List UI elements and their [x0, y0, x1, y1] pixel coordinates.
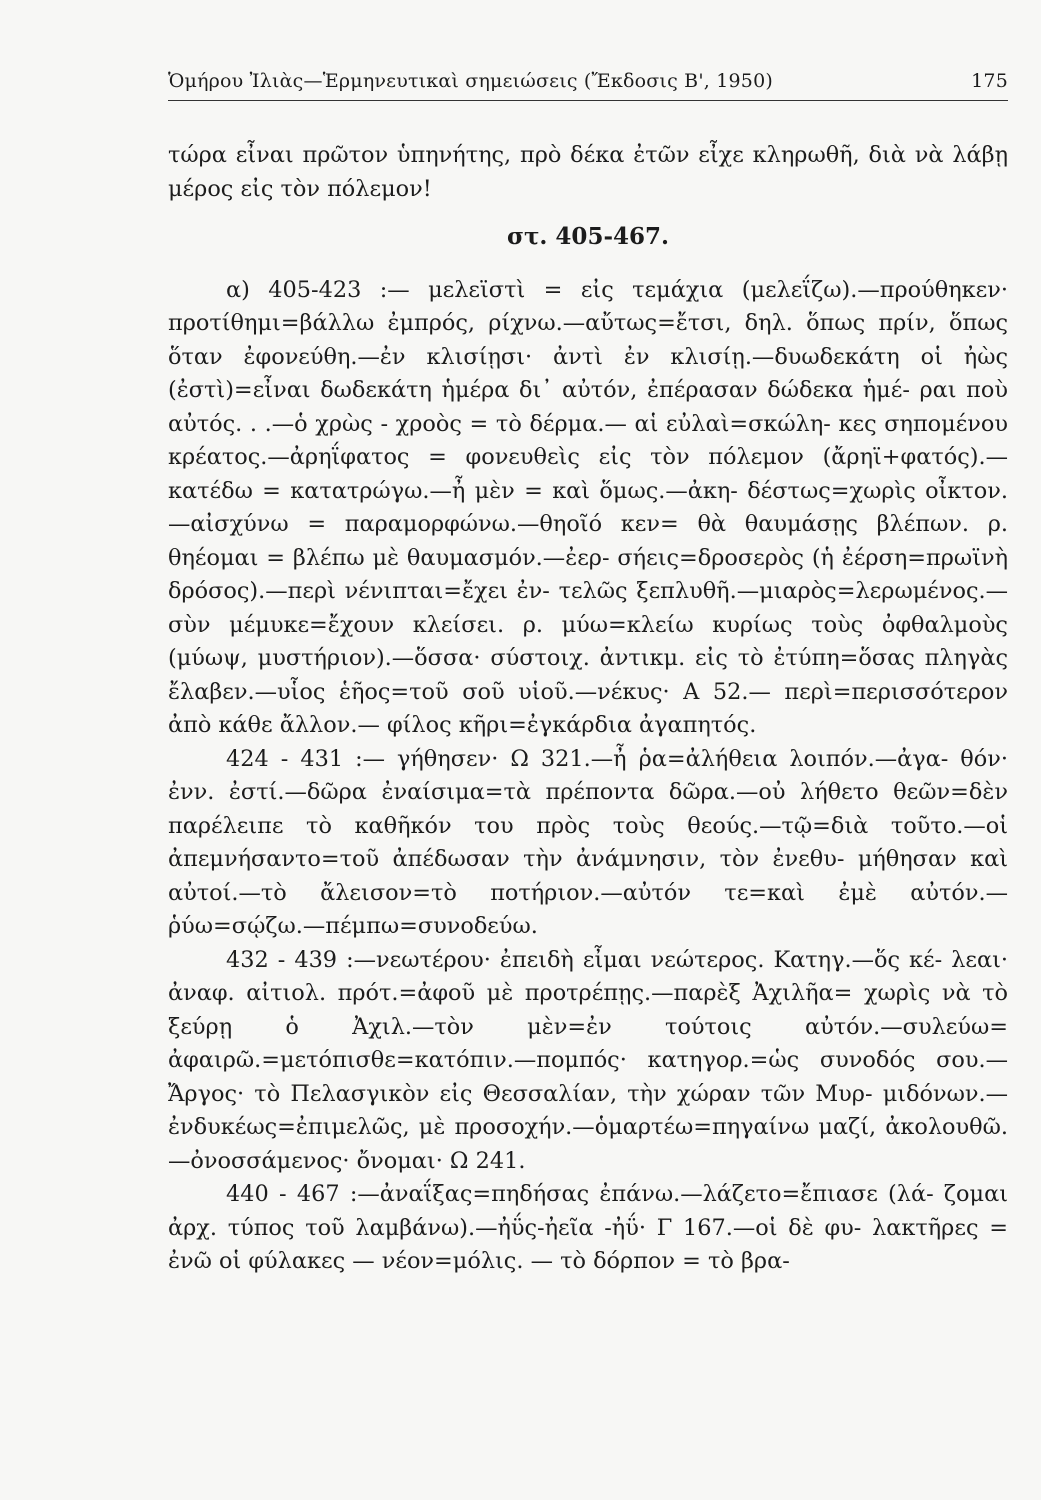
- text-line: κες σηπομένου κρέατος.—ἀρηΐφατος = φονευθεὶς εἰς τὸν πόλεμον: [168, 410, 1008, 470]
- text-line: ραι ποὺ αὐτός. . .—ὁ χρὼς - χροὸς = τὸ δέρμα.— αἱ εὐλαὶ=σκώλη-: [168, 377, 1008, 437]
- commentary-paragraph-a: [168, 274, 1008, 743]
- page-number: 175: [971, 70, 1008, 92]
- text-line: μαζί, ἀκολουθῶ.—ὀνοσσάμενος· ὄνομαι· Ω 241.: [168, 1114, 1008, 1174]
- running-header: [168, 70, 1008, 101]
- text-line: τώρα εἶναι πρῶτον ὑπηνήτης, πρὸ δέκα ἐτῶν εἶχε κληρωθῆ, διὰ νὰ: [168, 142, 953, 168]
- text-line: ρ. μύω=κλείω κυρίως τοὺς ὀφθαλμοὺς (μύωψ, μυστήριον).—ὅσσα·: [168, 611, 1008, 671]
- text-line: λάβῃ μέρος εἰς τὸν πόλεμον!: [168, 142, 1008, 202]
- text-line: τοῦτο.—οἱ ἀπεμνήσαντο=τοῦ ἀπέδωσαν τὴν ἀνάμνησιν, τὸν ἐνεθυ-: [168, 812, 1008, 872]
- text-line: χωρὶς νὰ τὸ ξεύρῃ ὁ Ἀχιλ.—τὸν μὲν=ἐν τούτοις αὐτόν.—συλεύω=: [168, 980, 1008, 1040]
- text-line: (ἄρηϊ+φατός).—κατέδω = κατατρώγω.—ἦ μὲν = καὶ ὅμως.—ἀκη-: [168, 444, 1008, 504]
- commentary-paragraph-440: [168, 1178, 1008, 1279]
- text-line: λεαι· ἀναφ. αἰτιολ. πρότ.=ἀφοῦ μὲ προτρέπῃς.—παρὲξ Ἀχιλῆα=: [168, 946, 1008, 1006]
- text-line: μιδόνων.—ἐνδυκέως=ἐπιμελῶς, μὲ προσοχήν.—ὁμαρτέω=πηγαίνω: [168, 1080, 1008, 1140]
- text-line: δέστως=χωρὶς οἶκτον.—αἰσχύνω = παραμορφώνω.—θηοῖό κεν=: [168, 477, 1008, 537]
- text-line: μήθησαν καὶ αὐτοί.—τὸ ἄλεισον=τὸ ποτήριον.—αὐτόν τε=καὶ: [168, 846, 1008, 906]
- text-line: σήεις=δροσερὸς (ἡ ἐέρση=πρωϊνὴ δρόσος).—περὶ νένιπται=ἔχει ἐν-: [168, 544, 1008, 604]
- text-line: 424 - 431 :— γήθησεν· Ω 321.—ἦ ῥα=ἀλήθεια λοιπόν.—ἀγα-: [226, 745, 961, 772]
- text-line: λακτῆρες = ἐνῶ οἱ φύλακες — νέον=μόλις. — τὸ δόρπον = τὸ βρα-: [168, 1214, 1008, 1274]
- text-line: ζομαι ἀρχ. τύπος τοῦ λαμβάνω).—ἠΰς-ἠεῖα -ἠΰ· Γ 167.—οἱ δὲ φυ-: [168, 1181, 1008, 1241]
- text-line: θόν· ἐνν. ἐστί.—δῶρα ἐναίσιμα=τὰ πρέποντα δῶρα.—οὐ λήθετο: [168, 745, 1008, 805]
- text-line: 432 - 439 :—νεωτέρου· ἐπειδὴ εἶμαι νεώτερος. Κατηγ.—ὅς κέ-: [226, 946, 952, 973]
- text-line: σοῦ υἱοῦ.—νέκυς· Α 52.— περὶ=περισσότερον ἀπὸ κάθε ἄλλον.—: [168, 678, 1008, 738]
- text-line: φίλος κῆρι=ἐγκάρδια ἀγαπητός.: [386, 712, 757, 738]
- header-title: Ὁμήρου Ἰλιὰς—Ἑρμηνευτικαὶ σημειώσεις (Ἔκδοσις Β', 1950): [168, 70, 773, 92]
- section-heading: στ. 405-467.: [506, 223, 670, 250]
- text-line: α) 405-423 :— μελεϊστὶ = εἰς τεμάχια (μελεΐζω).—προύθηκεν·: [226, 276, 1008, 303]
- text-line: τελῶς ξεπλυθῆ.—μιαρὸς=λερωμένος.—σὺν μέμυκε=ἔχουν κλείσει.: [168, 578, 1008, 638]
- intro-paragraph: [168, 139, 1008, 206]
- commentary-paragraph-424: [168, 743, 1008, 944]
- text-line: θὰ θαυμάσῃς βλέπων. ρ. θηέομαι = βλέπω μὲ θαυμασμόν.—ἐερ-: [168, 511, 1008, 571]
- text-line: προτίθημι=βάλλω ἐμπρός, ρίχνω.—αὔτως=ἔτσι, δηλ. ὅπως πρίν,: [168, 310, 949, 336]
- text-line: σύστοιχ. ἀντικμ. εἰς τὸ ἐτύπη=ὅσας πληγὰς ἔλαβεν.—υἷος ἑῆος=τοῦ: [168, 645, 1009, 705]
- text-line: θεῶν=δὲν παρέλειπε τὸ καθῆκόν του πρὸς τοὺς θεούς.—τῷ=διὰ: [168, 779, 1008, 839]
- text-line: 440 - 467 :—ἀναΐξας=πηδήσας ἐπάνω.—λάζετο=ἔπιασε (λά-: [226, 1181, 944, 1207]
- text-line: ἐμὲ αὐτόν.—ῥύω=σῴζω.—πέμπω=συνοδεύω.: [168, 879, 1008, 939]
- page: [168, 70, 1008, 1470]
- commentary-paragraph-432: [168, 944, 1008, 1179]
- text-line: ὅπως ὅταν ἐφονεύθη.—ἐν κλισίῃσι· ἀντὶ ἐν κλισίῃ.—δυωδεκάτη οἱ: [168, 310, 1008, 370]
- text-line: σου.—Ἄργος· τὸ Πελασγικὸν εἰς Θεσσαλίαν, τὴν χώραν τῶν Μυρ-: [168, 1047, 1008, 1107]
- text-line: ἀφαιρῶ.=μετόπισθε=κατόπιν.—πομπός· κατηγορ.=ὡς συνοδός: [168, 1047, 937, 1073]
- text-line: ἠὼς (ἐστὶ)=εἶναι δωδεκάτη ἡμέρα δι᾽ αὐτόν, ἐπέρασαν δώδεκα ἡμέ-: [168, 343, 1008, 403]
- body-text: [168, 139, 1008, 1279]
